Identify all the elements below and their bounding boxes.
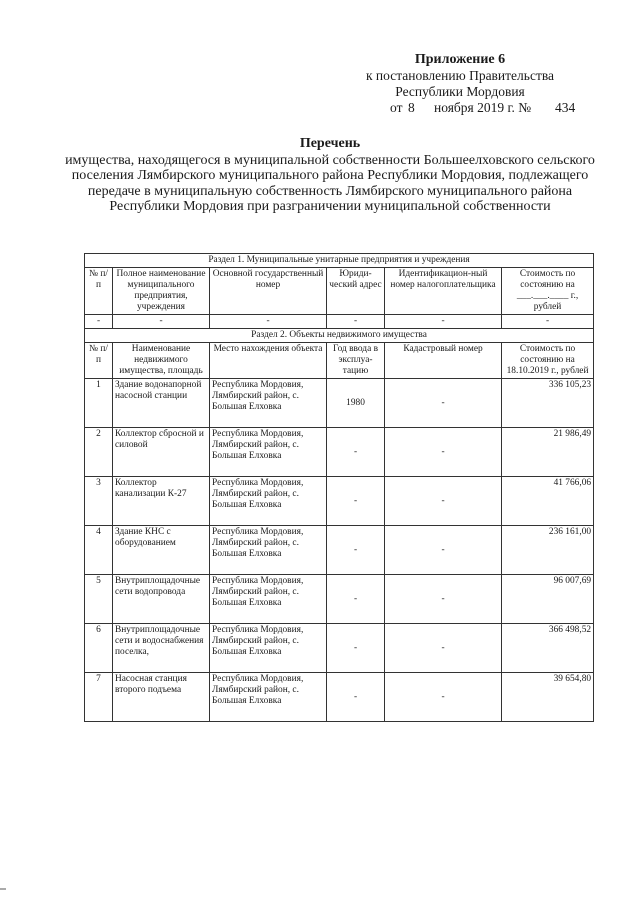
- row-location: Республика Мордовия, Лямбирский район, с. Большая Елховка: [210, 526, 327, 575]
- row-name: Здание водонапорной насосной станции: [113, 379, 210, 428]
- row-num: 2: [85, 428, 113, 477]
- appendix-line-1: к постановлению Правительства: [365, 68, 555, 83]
- s1-header-address: Юриди-ческий адрес: [327, 268, 385, 315]
- row-cadastral: -: [385, 575, 502, 624]
- s2-header-name: Наименование недвижимого имущества, площадь: [113, 343, 210, 379]
- property-table: [84, 253, 594, 722]
- row-name: Коллектор канализации К-27: [113, 477, 210, 526]
- table-row: [85, 526, 594, 575]
- s1-empty-cell: -: [502, 315, 594, 329]
- s1-header-cost-date: ___.___.____ г., рублей: [516, 291, 579, 312]
- appendix-date-line: [330, 100, 590, 116]
- row-cost: 21 986,49: [502, 428, 594, 477]
- section-1-title: Раздел 1. Муниципальные унитарные предприятия и учреждения: [85, 254, 594, 268]
- table-row: [85, 428, 594, 477]
- s1-empty-cell: -: [85, 315, 113, 329]
- s1-header-ogrn: Основной государственный номер: [210, 268, 327, 315]
- row-location: Республика Мордовия, Лямбирский район, с. Большая Елховка: [210, 379, 327, 428]
- s1-header-full-name: Полное наименование муниципального предприятия, учреждения: [113, 268, 210, 315]
- appendix-block: [330, 52, 590, 116]
- date-rest: ноября 2019 г. №: [434, 100, 532, 115]
- document-heading: Перечень: [299, 136, 361, 151]
- row-cost: 366 498,52: [502, 624, 594, 673]
- s1-header-num: № п/п: [85, 268, 113, 315]
- s2-header-cost: Стоимость по состоянию на 18.10.2019 г., рублей: [502, 343, 594, 379]
- table-row: [85, 379, 594, 428]
- row-num: 3: [85, 477, 113, 526]
- s2-header-year: Год ввода в эксплуа-тацию: [327, 343, 385, 379]
- row-cadastral: -: [385, 379, 502, 428]
- s1-empty-cell: -: [210, 315, 327, 329]
- scan-edge-mark: [0, 888, 6, 890]
- section-1-title-row: [85, 254, 594, 268]
- row-cadastral: -: [385, 428, 502, 477]
- row-name: Здание КНС с оборудованием: [113, 526, 210, 575]
- row-cost: 39 654,80: [502, 673, 594, 722]
- row-num: 5: [85, 575, 113, 624]
- row-num: 6: [85, 624, 113, 673]
- s1-header-cost: [502, 268, 594, 315]
- row-name: Коллектор сбросной и силовой: [113, 428, 210, 477]
- section-2-header-row: [85, 343, 594, 379]
- row-cadastral: -: [385, 477, 502, 526]
- row-num: 7: [85, 673, 113, 722]
- row-name: Внутриплощадочные сети и водоснабжения поселка,: [113, 624, 210, 673]
- row-cost: 336 105,23: [502, 379, 594, 428]
- row-cadastral: -: [385, 624, 502, 673]
- table-row: [85, 477, 594, 526]
- s2-header-location: Место нахождения объекта: [210, 343, 327, 379]
- row-year: -: [327, 673, 385, 722]
- row-cost: 41 766,06: [502, 477, 594, 526]
- row-name: Насосная станция второго подъема: [113, 673, 210, 722]
- table-row: [85, 673, 594, 722]
- row-location: Республика Мордовия, Лямбирский район, с. Большая Елховка: [210, 673, 327, 722]
- row-cadastral: -: [385, 526, 502, 575]
- row-num: 4: [85, 526, 113, 575]
- section-2-title-row: [85, 329, 594, 343]
- row-name: Внутриплощадочные сети водопровода: [113, 575, 210, 624]
- row-location: Республика Мордовия, Лямбирский район, с. Большая Елховка: [210, 428, 327, 477]
- section-1-empty-row: [85, 315, 594, 329]
- row-num: 1: [85, 379, 113, 428]
- appendix-line-2: Республики Мордовия: [395, 84, 525, 99]
- s2-header-num: № п/п: [85, 343, 113, 379]
- row-location: Республика Мордовия, Лямбирский район, с. Большая Елховка: [210, 575, 327, 624]
- table-row: [85, 575, 594, 624]
- table-row: [85, 624, 594, 673]
- s1-empty-cell: -: [113, 315, 210, 329]
- s1-empty-cell: -: [327, 315, 385, 329]
- document-body: имущества, находящегося в муниципальной собственности Большеелховского сельского поселения Лямбирского муниципального района Республики Мордовия, подлежащего передаче в муниципальную собственность Лямбирского муниципального района Республики Мордовия при разграничении муниципальной собственности: [65, 152, 595, 214]
- decree-number: 434: [555, 100, 576, 115]
- s1-header-cost-label: Стоимость по состоянию на: [519, 269, 576, 290]
- row-location: Республика Мордовия, Лямбирский район, с. Большая Елховка: [210, 624, 327, 673]
- row-year: 1980: [327, 379, 385, 428]
- date-day: 8: [408, 100, 415, 115]
- row-year: -: [327, 526, 385, 575]
- section-1-header-row: [85, 268, 594, 315]
- row-year: -: [327, 477, 385, 526]
- row-location: Республика Мордовия, Лямбирский район, с. Большая Елховка: [210, 477, 327, 526]
- row-year: -: [327, 428, 385, 477]
- s1-header-inn: Идентификацион-ный номер налогоплательщика: [385, 268, 502, 315]
- row-cadastral: -: [385, 673, 502, 722]
- s1-empty-cell: -: [385, 315, 502, 329]
- row-cost: 96 007,69: [502, 575, 594, 624]
- document-title: [60, 136, 600, 215]
- row-cost: 236 161,00: [502, 526, 594, 575]
- row-year: -: [327, 624, 385, 673]
- s2-header-cadastral: Кадастровый номер: [385, 343, 502, 379]
- appendix-title: Приложение 6: [414, 52, 506, 67]
- row-year: -: [327, 575, 385, 624]
- date-prefix: от: [390, 100, 403, 115]
- section-2-title: Раздел 2. Объекты недвижимого имущества: [85, 329, 594, 343]
